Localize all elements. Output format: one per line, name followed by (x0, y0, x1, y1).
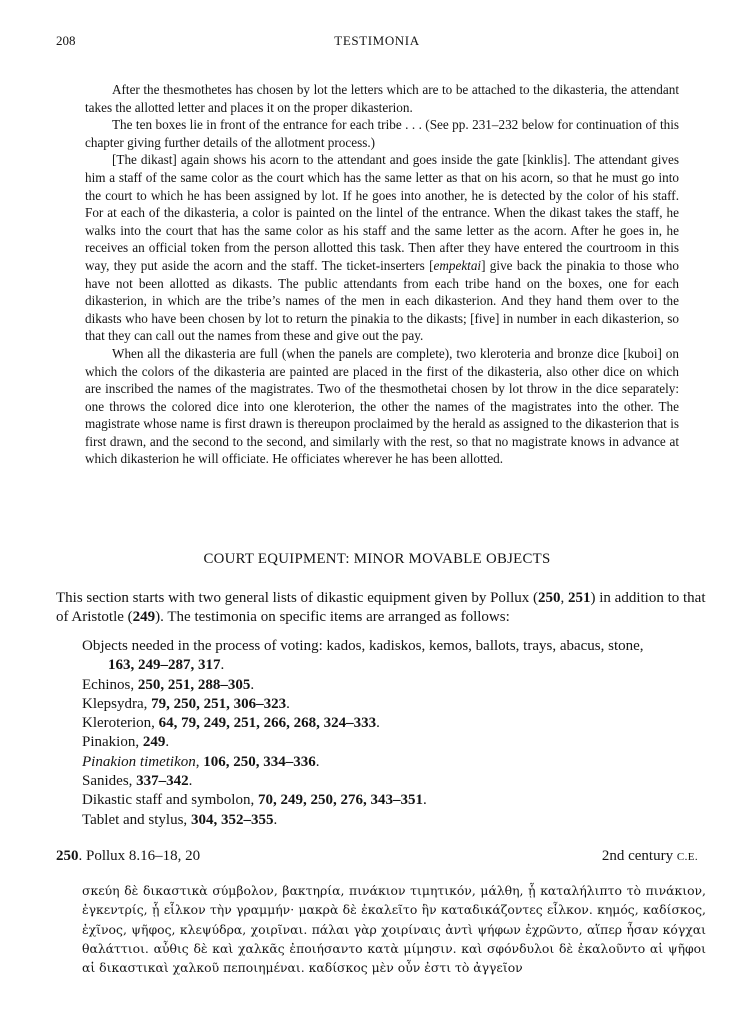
list-item (82, 637, 706, 676)
testimonium-citation: 250. Pollux 8.16–18, 20 (56, 848, 201, 864)
item-refs: 79, 250, 251, 306–323 (151, 695, 287, 712)
intro-text: ) in addition to that of Aristotle ( (56, 590, 706, 625)
list-item (82, 695, 706, 714)
item-end: . (422, 792, 427, 809)
item-end: . (286, 695, 290, 712)
item-label: Objects needed in the process of voting: kados, kadiskos, kemos, ballots, trays, abacus, stone, (82, 638, 644, 654)
paragraph-3-text-b: ] give back the pinakia to those who have not been allotted as dikasts. The public attendants from each tribe hand on the boxes, one for each dikasterion, in which are the tribe’s names of the men in each dikasterion. And they hand them over to the dikasts who have been chosen by lot to return the pinakia to the dikasts; [five] in number in each dikasterion, so that they can call out the names from these and give out the pay. (85, 257, 679, 344)
item-refs: 304, 352–355 (190, 811, 274, 828)
date-era: C.E. (676, 851, 698, 863)
running-head: TESTIMONIA (334, 33, 420, 48)
item-end: . (273, 811, 278, 828)
item-end: . (315, 753, 320, 770)
item-end: . (250, 676, 255, 693)
list-item (82, 811, 706, 830)
item-refs: 70, 249, 250, 276, 343–351 (257, 792, 423, 809)
list-item: Pinakion timetikon, 106, 250, 334–336. (82, 753, 320, 770)
item-end: . (188, 773, 193, 790)
item-label: Pinakion timetikon (82, 753, 196, 770)
paragraph-2: The ten boxes lie in front of the entrance for each tribe . . . (See pp. 231–232 below for continuation of this chapter giving further details of the allotment process.) (85, 117, 679, 150)
paragraph-4: When all the dikasteria are full (when the panels are complete), two kleroteria and bronze dice [kuboi] on which the colors of the dikasteria are painted are placed in the first of the dikasteria, also other dice on which are inscribed the names of the magistrates. Two of the thesmothetai chosen by lot throw in the dice separately: one throws the colored dice into one kleroterion, the other the names of the magistrates into the other. The magistrate whose name is first drawn is thereupon proclaimed by the herald as assigned to the dikasterion that is first drawn, and the second to the second, and similarly with the rest, so that no magistrate knows in advance at which dikasterion he will officiate. He officiates wherever he has been allotted. (85, 345, 679, 467)
paragraph-3-italic: empektai (433, 257, 482, 273)
page-number: 208 (56, 33, 76, 48)
paragraph-3-text-a: [The dikast] again shows his acorn to the attendant and goes inside the gate [kinklis]. The attendant gives him a staff of the same color as the court which has the same letter as that on his acorn, so that he must go into the court to which he has been assigned by lot. If he goes into another, he is detected by the color of his staff. For at each of the dikasteria, a color is painted on the lintel of the entrance. When the dikast takes the staff, he walks into the court that has the same color as his staff and the same letter as the acorn. After he goes in, he receives an official token from the person allotted this task. Then after they have entered the courtroom in this way, they put aside the acorn and the staff. The ticket-inserters [ (85, 152, 679, 273)
item-end: . (165, 734, 170, 751)
item-label: Klepsydra, (82, 695, 152, 712)
intro-text: This section starts with two general lists of dikastic equipment given by Pollux ( (56, 590, 539, 606)
item-end: . (220, 657, 225, 674)
item-refs: 337–342 (136, 773, 189, 790)
item-refs: 64, 79, 249, 251, 266, 268, 324–333 (158, 715, 377, 732)
item-label: Sanides, (82, 773, 137, 790)
paragraph-3 (85, 151, 679, 345)
item-refs: 250, 251, 288–305 (137, 676, 251, 693)
testimonium-date (602, 848, 698, 865)
section-intro (56, 589, 706, 627)
intro-ref: 250 (538, 590, 561, 606)
item-refs: 163, 249–287, 317 (108, 657, 221, 674)
item-label: Dikastic staff and symbolon, (82, 792, 258, 809)
page-header (56, 33, 698, 55)
greek-text: σκεύη δὲ δικαστικὰ σύμβολον, βακτηρία, πινάκιον τιμητικόν, μάλθη, ᾗ καταλήλιπτο τὸ πινάκιον, ἐγκεντρίς, ᾗ εἷλκον τὴν γραμμήν· μακρὰ δὲ ἐκαλεῖτο ἣν καταδικάζοντες εἷλκον. κημός, καδίσκος, ἐχῖνος, ψῆφος, κλεψύδρα, χοιρῖναι. πάλαι γὰρ χοιρίναις ἀντὶ ψήφων ἐχρῶντο, αἵπερ ἦσαν κόγχαι θαλάττιοι. αὖθις δὲ καὶ χαλκᾶς ἐποιήσαντο κατὰ μίμησιν. καὶ σφόνδυλοι δὲ ἐκαλοῦντο αἱ ψῆφοι αἱ δικαστικαὶ χαλκοῦ πεποιημέναι. καδίσκος μὲν οὖν ἐστι τὸ ἀγγεῖον (82, 883, 706, 976)
list-item (82, 733, 706, 752)
list-item (82, 772, 706, 791)
item-refs: 106, 250, 334–336 (203, 753, 316, 770)
item-label: Tablet and stylus, (82, 811, 191, 828)
item-label: Kleroterion, (82, 715, 159, 732)
intro-ref: 251 (568, 590, 591, 606)
item-label: Echinos, (82, 676, 138, 693)
testimonium-number: 250 (56, 848, 79, 864)
section-title: COURT EQUIPMENT: MINOR MOVABLE OBJECTS (203, 551, 551, 567)
list-item (82, 714, 706, 733)
item-label: Pinakion, (82, 734, 143, 751)
testimonium-heading (56, 848, 698, 868)
item-refs: 249 (142, 734, 166, 751)
item-end: . (376, 715, 380, 732)
paragraph-1: After the thesmothetes has chosen by lot the letters which are to be attached to the dikasteria, the attendant takes the allotted letter and places it on the proper dikasterion. (85, 82, 679, 115)
intro-ref: 249 (132, 609, 156, 625)
intro-text: ). The testimonia on specific items are arranged as follows: (155, 609, 510, 625)
intro-text: , (560, 590, 569, 606)
testimonium-source: Pollux 8.16–18, 20 (86, 848, 201, 864)
translation-block (85, 81, 679, 468)
item-list (82, 637, 706, 830)
list-item (82, 791, 706, 810)
list-item (82, 676, 706, 695)
date-text: 2nd century (601, 848, 674, 864)
